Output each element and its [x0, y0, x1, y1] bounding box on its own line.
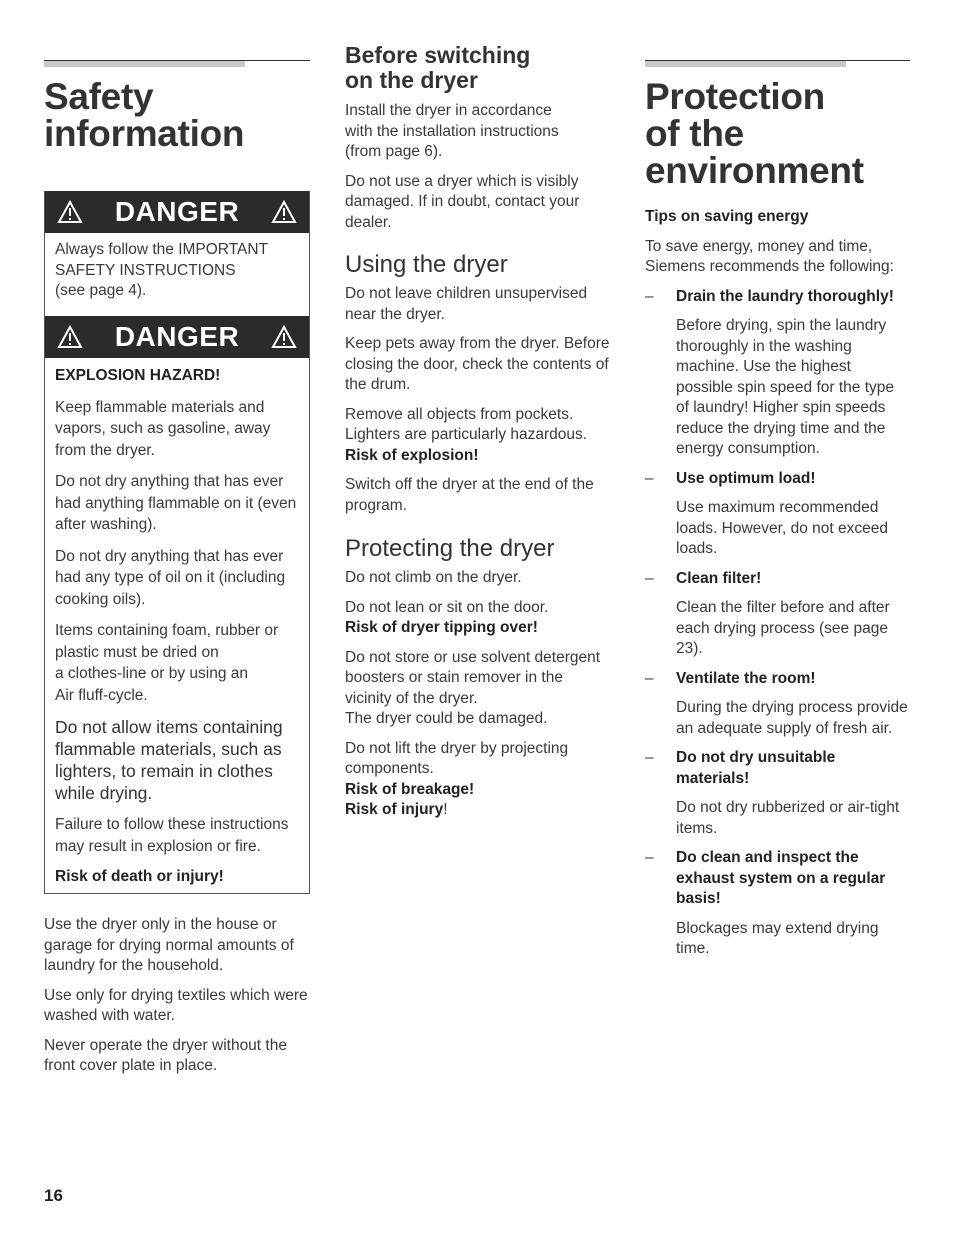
list-item: – Drain the laundry thoroughly! Before drying, spin the laundry thoroughly in the washing machine. Use the highest possible spin speed for the type of laundry! Higher spin speeds reduce the drying time and the energy consumption. [645, 287, 894, 457]
paragraph: Do not lift the dryer by projecting components. Risk of breakage! Risk of injury! [345, 739, 569, 818]
paragraph: Do not allow items containing flammable materials, such as lighters, to remain in clothes while drying. [55, 717, 283, 803]
paragraph: Do not store or use solvent detergent boosters or stain remover in the vicinity of the dryer. The dryer could be damaged. [345, 648, 601, 727]
dash-bullet: – [645, 849, 654, 866]
energy-tips-heading: Tips on saving energy [645, 208, 809, 225]
section-heading: Protecting the dryer [345, 535, 555, 562]
dash-bullet: – [645, 287, 654, 305]
paragraph: To save energy, money and time, Siemens recommends the following: [645, 237, 894, 275]
warning-triangle-icon [271, 200, 297, 224]
danger-label: DANGER [114, 321, 240, 352]
dash-bullet: – [645, 669, 654, 687]
protecting-dryer-section [345, 536, 613, 830]
section-heading: Before switching on the dryer [345, 42, 531, 93]
paragraph: Do not leave children unsupervised near the dryer. [345, 285, 588, 323]
paragraph: Do not use a dryer which is visibly damaged. If in doubt, contact your dealer. [345, 172, 580, 231]
explosion-hazard-heading: EXPLOSION HAZARD! [55, 367, 221, 384]
dash-bullet: – [645, 749, 654, 766]
paragraph: Failure to follow these instructions may result in explosion or fire. [55, 816, 289, 855]
risk-warning: Risk of death or injury! [55, 868, 224, 885]
list-item: – Ventilate the room! During the drying process provide an adequate supply of fresh air. [645, 669, 908, 737]
paragraph: Do not lean or sit on the door. Risk of dryer tipping over! [345, 598, 549, 636]
section-heading: Using the dryer [345, 251, 508, 278]
danger-header [45, 191, 309, 233]
page-number: 16 [44, 1186, 63, 1205]
paragraph: Do not climb on the dryer. [345, 569, 522, 586]
warning-triangle-icon [57, 325, 83, 349]
danger-box-important [44, 191, 310, 317]
important-instructions-text: Always follow the IMPORTANT SAFETY INSTRUCTIONS (see page 4). [55, 241, 269, 299]
paragraph: Use only for drying textiles which were washed with water. [44, 986, 308, 1024]
section-rule [44, 60, 310, 68]
danger-header [45, 316, 309, 358]
paragraph: Switch off the dryer at the end of the program. [345, 476, 594, 514]
safety-title: Safety information [44, 76, 245, 154]
warning-triangle-icon [271, 325, 297, 349]
danger-box-explosion [44, 316, 310, 894]
list-item: – Do not dry unsuitable materials! Do not dry rubberized or air-tight items. [645, 749, 900, 837]
paragraph: Remove all objects from pockets. Lighters are particularly hazardous. Risk of explosion! [345, 405, 588, 464]
environment-title: Protection of the environment [645, 76, 864, 191]
list-item: – Clean filter! Clean the filter before and after each drying process (see page 23). [645, 569, 890, 657]
dash-bullet: – [645, 469, 654, 487]
paragraph: Install the dryer in accordance with the installation instructions (from page 6). [345, 102, 559, 160]
paragraph: Do not dry anything that has ever had anything flammable on it (even after washing). [55, 473, 297, 533]
using-dryer-section [345, 252, 613, 525]
before-switching-section [345, 43, 613, 242]
section-rule [645, 60, 910, 68]
paragraph: Keep pets away from the dryer. Before closing the door, check the contents of the drum. [345, 335, 610, 393]
danger-label: DANGER [114, 196, 240, 227]
paragraph: Keep flammable materials and vapors, such as gasoline, away from the dryer. [55, 398, 271, 459]
paragraph: Use the dryer only in the house or garage for drying normal amounts of laundry for the household. [44, 916, 294, 974]
paragraph: Never operate the dryer without the front cover plate in place. [44, 1036, 287, 1074]
safety-usage-notes [44, 915, 310, 1086]
paragraph: Items containing foam, rubber or plastic must be dried on a clothes-line or by using an Air fluff-cycle. [55, 622, 279, 704]
list-item: – Use optimum load! Use maximum recommended loads. However, do not exceed loads. [645, 469, 888, 557]
energy-tips-section [645, 207, 910, 969]
list-item: – Do clean and inspect the exhaust system on a regular basis! Blockages may extend drying time. [645, 849, 886, 957]
warning-triangle-icon [57, 200, 83, 224]
paragraph: Do not dry anything that has ever had any type of oil on it (including cooking oils). [55, 547, 286, 608]
dash-bullet: – [645, 569, 654, 587]
